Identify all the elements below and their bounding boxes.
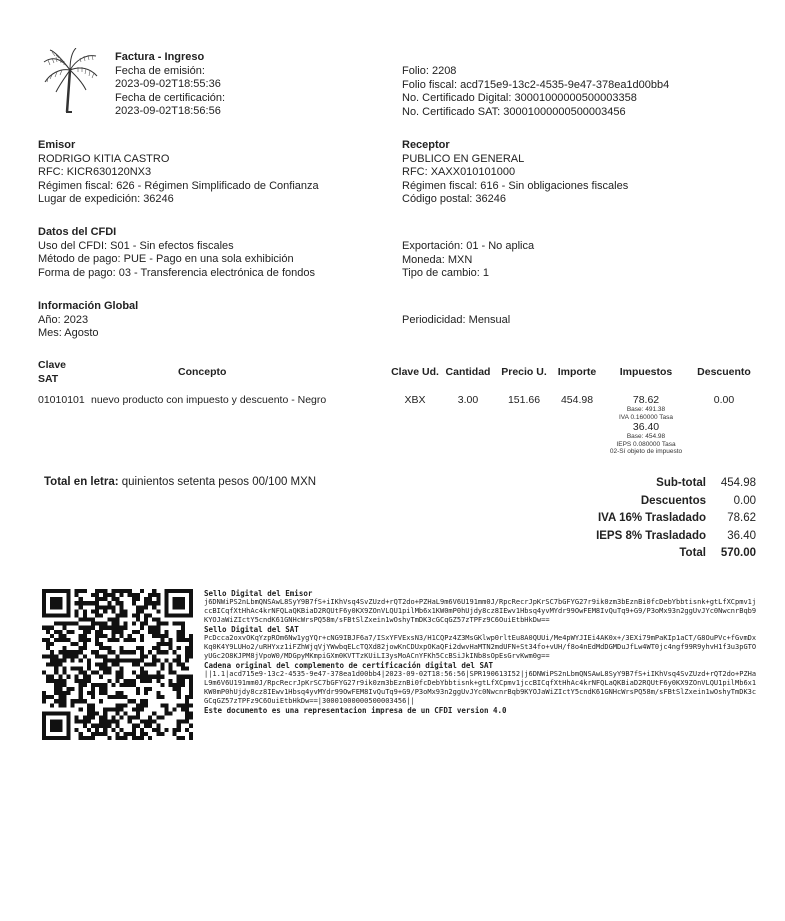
col-descuento: Descuento bbox=[697, 365, 751, 378]
cfdi-moneda: Moneda: MXN bbox=[402, 253, 473, 266]
invoice-title: Factura - Ingreso bbox=[115, 51, 205, 63]
cfdi-title: Datos del CFDI bbox=[38, 226, 117, 238]
footer-note: Este documento es una representacion impresa de un CFDI version 4.0 bbox=[204, 706, 507, 715]
tax1-base: Base: 491.38 bbox=[626, 406, 666, 413]
col-importe: Importe bbox=[557, 365, 597, 378]
global-periodicidad: Periodicidad: Mensual bbox=[402, 314, 511, 326]
cfdi-section-right bbox=[402, 240, 534, 281]
invoice-header-right bbox=[402, 65, 669, 119]
cell-cantidad: 3.00 bbox=[457, 394, 479, 406]
concepts-table bbox=[38, 359, 758, 456]
emisor-name: RODRIGO KITIA CASTRO bbox=[38, 152, 170, 165]
descuentos-label: Descuentos bbox=[640, 494, 706, 507]
totals-row-descuentos bbox=[596, 493, 756, 511]
totals-row-iva bbox=[596, 510, 756, 528]
receptor-regimen: Régimen fiscal: 616 - Sin obligaciones fiscales bbox=[402, 179, 629, 192]
cfdi-tipo-cambio: Tipo de cambio: 1 bbox=[402, 267, 490, 279]
cell-precio: 151.66 bbox=[507, 394, 541, 406]
cell-impuestos bbox=[602, 394, 690, 456]
descuentos-value: 0.00 bbox=[733, 494, 756, 507]
cfdi-uso: Uso del CFDI: S01 - Sin efectos fiscales bbox=[38, 239, 234, 252]
palm-tree-logo bbox=[42, 48, 98, 116]
col-clave-sat: Clave SAT bbox=[38, 359, 67, 385]
tax-object: 02-Sí objeto de impuesto bbox=[609, 448, 683, 455]
emisor-title: Emisor bbox=[38, 139, 76, 151]
tax2-base: Base: 454.98 bbox=[626, 433, 666, 440]
sello-sat-text: PcDcca2oxvOKqYzpROm6Nw1ygYQr+cNG9IBJF6a7/ISxYFVExsN3/H1CQPz4Z3MsGKlwp0rltEu8A0QUUi/Me4pWYJIEi4AK0x+/3EXi79mPaKIp1aCT/G8OuPVc+fGvmDxKq0K4Y9LUHo2/uRHYxz1iFZhWjqVjYWwbqELcTQXd82jowKnCDUxpOKaQFi2dwvHaMTN2mdUFN+St34fo+vUH/f8o4nEdMdDGMDuJfLw4WT0jc4ngf99R9yhvH1f3u3pGTOyUGc2O8KJPM8jVpoW0/MDGpyMKmpiGXm0KVTTzKUiLI3ysMoACnYFKh5CcBSiJkINb8sOpEsGrvKwm0g== bbox=[204, 634, 757, 660]
cell-importe: 454.98 bbox=[560, 394, 594, 406]
global-section-right bbox=[402, 314, 510, 328]
total-letra bbox=[44, 476, 316, 490]
cert-date-label: Fecha de certificación: bbox=[115, 91, 226, 104]
cell-descuento: 0.00 bbox=[713, 394, 735, 406]
col-impuestos: Impuestos bbox=[619, 365, 673, 378]
iva-label: IVA 16% Trasladado bbox=[597, 512, 706, 524]
ieps-label: IEPS 8% Trasladado bbox=[596, 529, 706, 542]
total-value: 570.00 bbox=[720, 547, 756, 559]
emisor-rfc: RFC: KICR630120NX3 bbox=[38, 166, 152, 178]
col-clave-ud: Clave Ud. bbox=[391, 365, 439, 378]
col-concepto: Concepto bbox=[178, 365, 227, 378]
receptor-rfc: RFC: XAXX010101000 bbox=[402, 166, 516, 178]
folio-fiscal: Folio fiscal: acd715e9-13c2-4535-9e47-378ea1d00bb4 bbox=[402, 78, 670, 91]
global-section bbox=[38, 300, 138, 341]
totals-row-total bbox=[596, 545, 756, 563]
tax1-amount: 78.62 bbox=[632, 394, 660, 406]
global-title: Información Global bbox=[38, 300, 139, 312]
totals-block bbox=[596, 475, 756, 563]
totals-row-subtotal bbox=[596, 475, 756, 493]
emisor-section bbox=[38, 139, 319, 207]
col-cantidad: Cantidad bbox=[445, 365, 491, 378]
col-precio: Precio U. bbox=[501, 365, 547, 378]
cert-sat: No. Certificado SAT: 30001000000500003456 bbox=[402, 105, 626, 118]
receptor-section bbox=[402, 139, 628, 207]
seals-block bbox=[204, 589, 759, 715]
total-label: Total bbox=[679, 547, 706, 559]
total-letra-label: Total en letra: bbox=[44, 476, 119, 488]
emisor-regimen: Régimen fiscal: 626 - Régimen Simplificado de Confianza bbox=[38, 179, 319, 192]
cadena-text: ||1.1|acd715e9-13c2-4535-9e47-378ea1d00bb4|2023-09-02T18:56:56|SPR190613I52|j6DNWiPS2nLbmQNSAwL8SyY9B7fS+iIKhVsq4SvZUzd+rQT2do+PZHaL9m6V6U191mm0J/RpcRecrJpKrSC7bGFYG27r9ik0zm3bEznBi0fcDebYbbtisnk+gtLfXCpmv1jccBICqfXtHhAc4krNFQLaQKBiaD2RQUtF6y0KX9ZOnVLQU1pilMb6x1KW0mP0hUjdy8cz8IEwv1Hbsq4yvMYdr99OwFEM8IvQuTq9+G9/P3oMx93n2ggUvJYc0NwcnrBqb9KYOJaWiZIctY5cndK61GNHcWrsPQ58m/sFBtSlZxein1wOshyTmDK3cGCqGZ57zTPFz9C6OuiEtbHkDw==|30001000000500003456|| bbox=[204, 670, 757, 705]
invoice-header-left bbox=[115, 51, 225, 119]
sello-emisor-text: j6DNWiPS2nLbmQNSAwL8SyY9B7fS+iIKhVsq4SvZUzd+rQT2do+PZHaL9m6V6U191mm0J/RpcRecrJpKrSC7bGFYG27r9ik0zm3bEznBi0fcDebYbbtisnk+gtLfXCpmv1jccBICqfXtHhAc4krNFQLaQKBiaD2RQUtF6y0KX9ZOnVLQU1pilMb6x1KW0mP0hUjdy8cz8IEwv1Hbsq4yvMYdr99OwFEM8IvQuTq9+G9/P3oMx93n2ggUvJYc0NwcnrBqb9KYOJaWiZIctY5cndK61GNHcWrsPQ58m/sFBtSlZxein1wOshyTmDK3cGCqGZ57zTPFz9C6OuiEtbHkDw== bbox=[204, 598, 757, 624]
cfdi-section bbox=[38, 226, 315, 280]
tax2-rate: IEPS 0.080000 Tasa bbox=[616, 440, 676, 448]
receptor-cp: Código postal: 36246 bbox=[402, 193, 506, 205]
qr-code-icon bbox=[42, 589, 193, 740]
cfdi-exportacion: Exportación: 01 - No aplica bbox=[402, 240, 535, 252]
iva-value: 78.62 bbox=[727, 512, 756, 524]
cell-concepto: nuevo producto con impuesto y descuento - Negro bbox=[91, 394, 327, 406]
cfdi-forma: Forma de pago: 03 - Transferencia electrónica de fondos bbox=[38, 266, 315, 279]
sello-sat-title: Sello Digital del SAT bbox=[204, 625, 299, 634]
emisor-lugar: Lugar de expedición: 36246 bbox=[38, 193, 174, 205]
cert-date: 2023-09-02T18:56:56 bbox=[115, 105, 221, 117]
receptor-title: Receptor bbox=[402, 139, 450, 151]
receptor-name: PUBLICO EN GENERAL bbox=[402, 152, 525, 165]
subtotal-value: 454.98 bbox=[720, 477, 756, 489]
tax2-amount: 36.40 bbox=[632, 421, 660, 433]
totals-row-ieps bbox=[596, 528, 756, 546]
cert-digital: No. Certificado Digital: 30001000000500003358 bbox=[402, 92, 637, 104]
total-letra-value: quinientos setenta pesos 00/100 MXN bbox=[121, 476, 317, 488]
ieps-value: 36.40 bbox=[727, 529, 756, 542]
cfdi-metodo: Método de pago: PUE - Pago en una sola exhibición bbox=[38, 253, 294, 265]
global-mes: Mes: Agosto bbox=[38, 327, 99, 339]
folio: Folio: 2208 bbox=[402, 65, 457, 77]
sello-emisor-title: Sello Digital del Emisor bbox=[204, 589, 313, 598]
cell-unidad: XBX bbox=[404, 394, 426, 406]
tax1-rate: IVA 0.160000 Tasa bbox=[619, 413, 673, 421]
global-anio: Año: 2023 bbox=[38, 313, 89, 326]
table-header-row bbox=[38, 359, 758, 394]
issue-date-label: Fecha de emisión: bbox=[115, 64, 205, 77]
subtotal-label: Sub-total bbox=[656, 477, 706, 489]
cadena-title: Cadena original del complemento de certificación digital del SAT bbox=[204, 661, 493, 670]
table-row bbox=[38, 394, 758, 456]
cell-clave: 01010101 bbox=[38, 394, 85, 406]
issue-date: 2023-09-02T18:55:36 bbox=[115, 78, 221, 90]
